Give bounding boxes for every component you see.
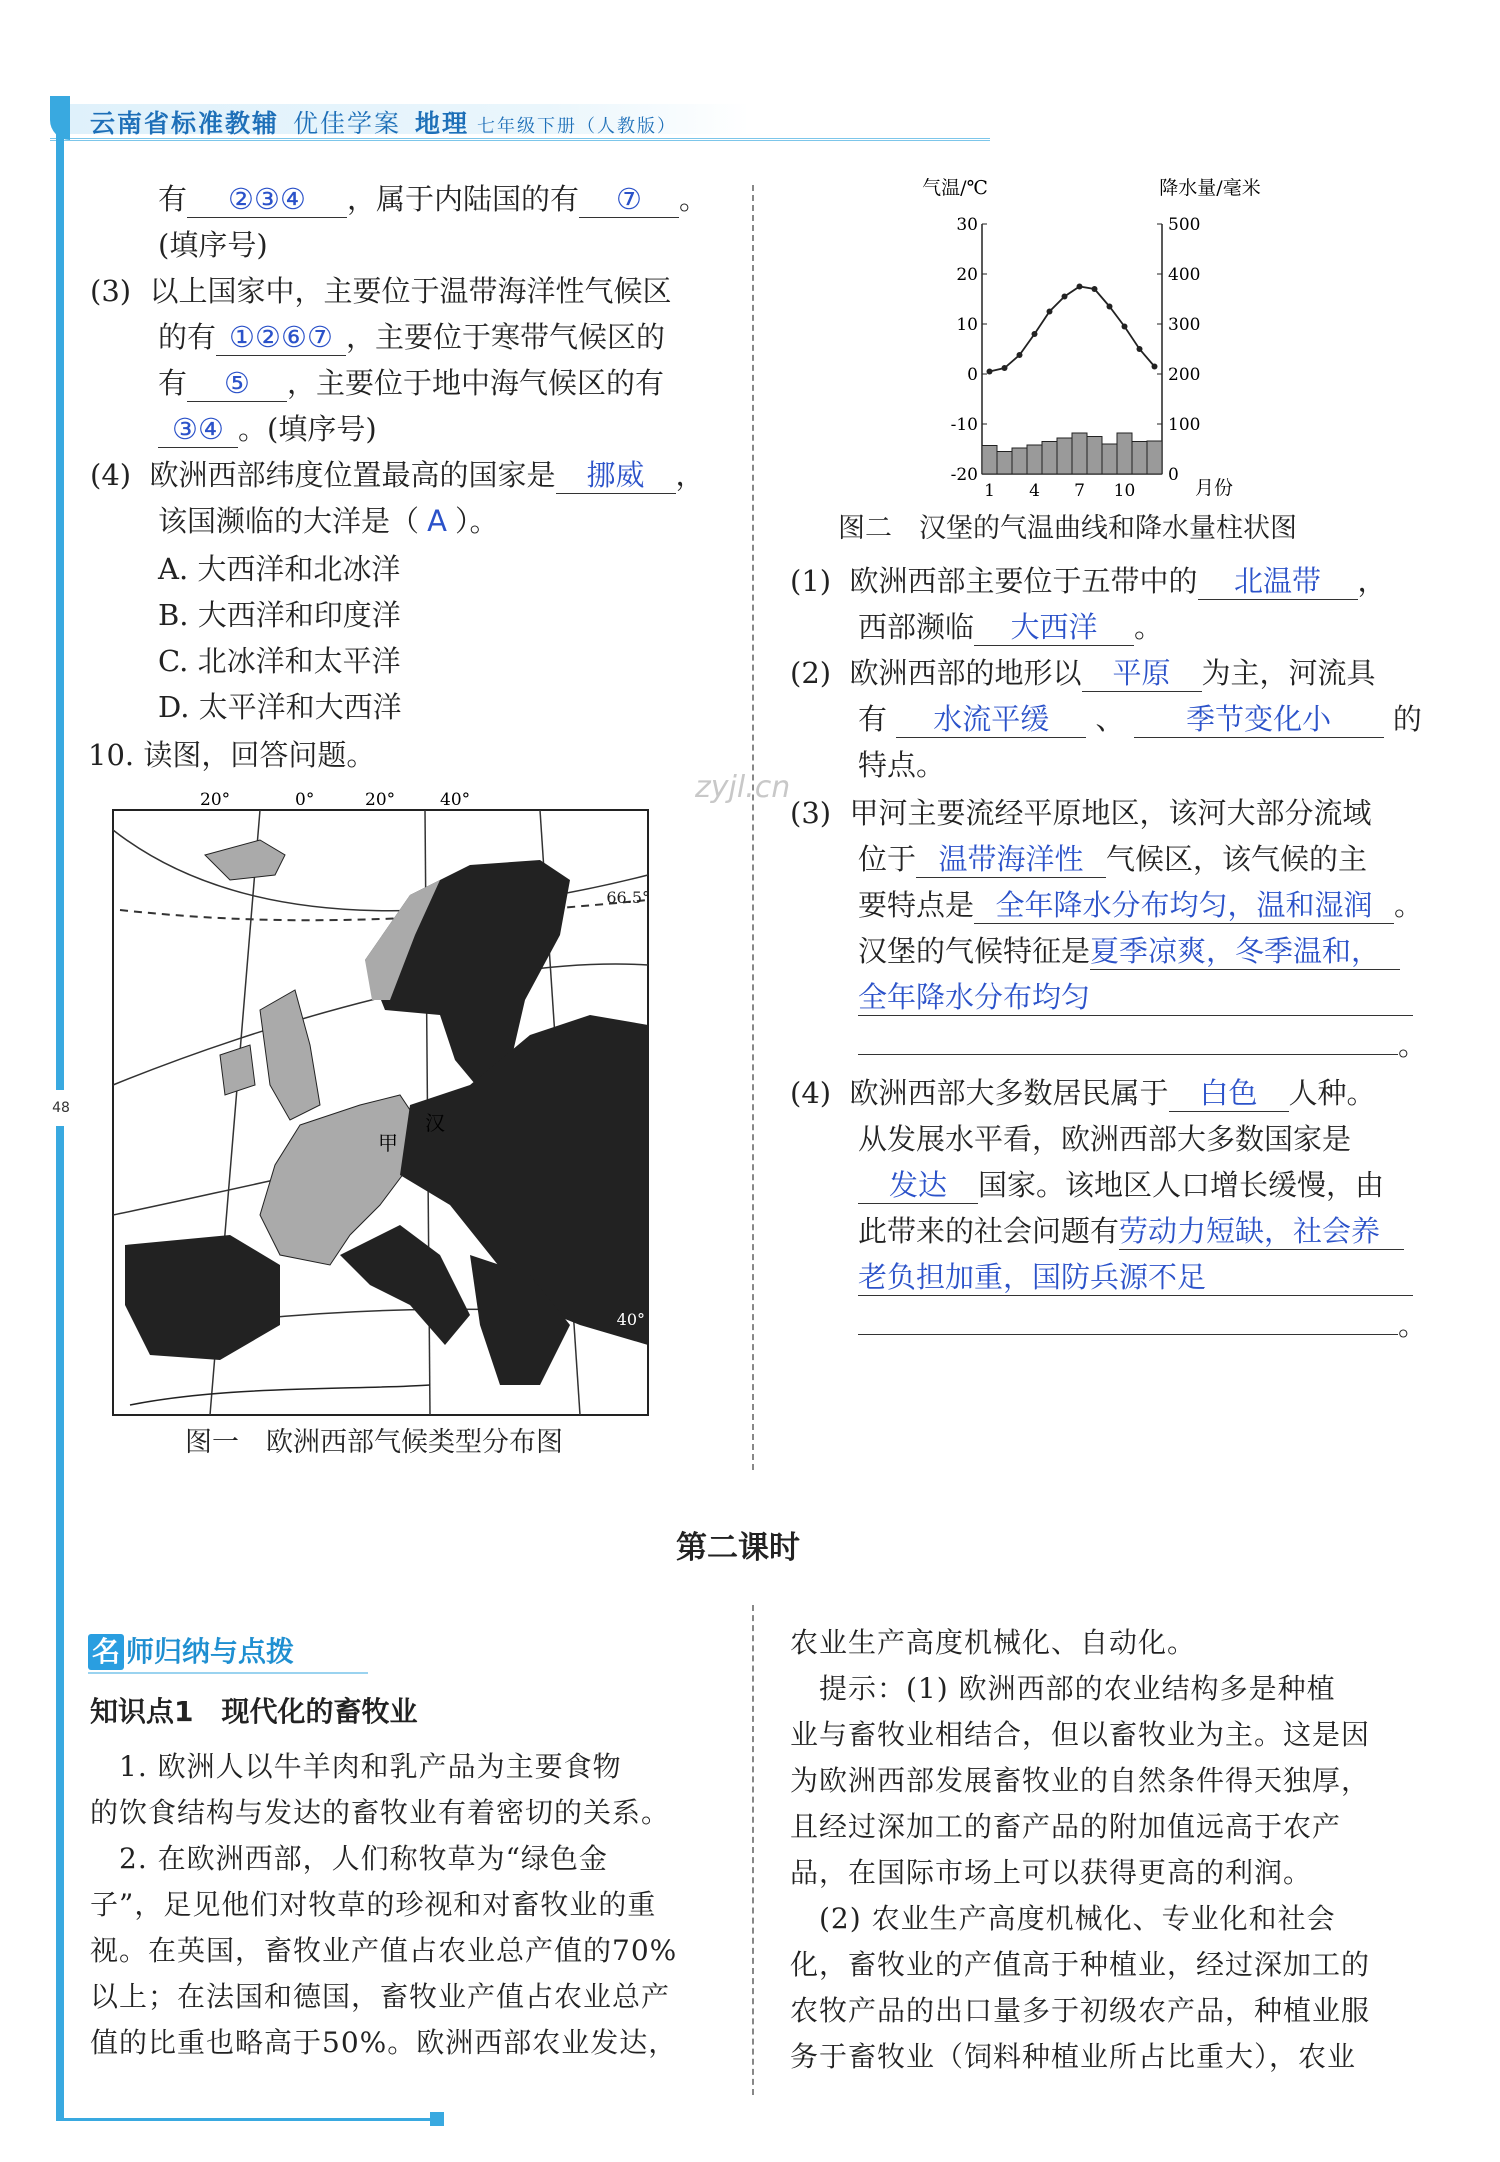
lesson-title: 第二课时 [676, 1530, 800, 1566]
r-q4-line1 [790, 1070, 1376, 1116]
chart-x-tick-label: 1 [984, 481, 995, 501]
label-jia: 甲 [378, 1131, 398, 1155]
r-q4-blank-line [858, 1334, 1398, 1335]
chart-right-tick-label: 200 [1168, 365, 1201, 385]
right-para-1: 农业生产高度机械化、自动化。 [790, 1626, 1197, 1659]
r-q4-answer-3b: 老负担加重，国防兵源不足 [858, 1259, 1413, 1296]
r-q4-line5 [858, 1254, 1413, 1300]
r-q3-text2b: 气候区，该气候的主 [1106, 842, 1368, 876]
column-divider-lower [752, 1605, 754, 2095]
q3-line1 [90, 268, 672, 314]
knowledge-point-title: 知识点1 现代化的畜牧业 [90, 1695, 418, 1728]
r-q3-text2a: 位于 [858, 842, 917, 876]
chart-precip-bar [997, 452, 1012, 475]
chart-precip-bar [1027, 445, 1042, 474]
r-q3-answer-3b: 全年降水分布均匀 [858, 979, 1413, 1016]
chart-x-tick-label: 7 [1074, 481, 1085, 501]
chart-right-tick-label: 400 [1168, 265, 1201, 285]
chart-temp-point [987, 369, 993, 375]
r-q2-answer-1: 平原 [1082, 655, 1202, 692]
q4-answer-2: A [427, 504, 447, 538]
chart-temp-point [1092, 286, 1098, 292]
q2-end: 。 [679, 182, 709, 216]
right-para-2: 提示：(1) 欧洲西部的农业结构多是种植 [790, 1672, 1336, 1705]
subject-name: 地理 [415, 109, 470, 138]
r-q3-end: 。 [1394, 888, 1424, 922]
chart-temp-line [990, 287, 1155, 372]
r-q2-text1b: 为主，河流具 [1201, 656, 1376, 690]
r-q2-line2 [858, 696, 1422, 742]
r-q2-line1 [790, 650, 1376, 696]
r-q4-text3: 国家。该地区人口增长缓慢，由 [978, 1168, 1385, 1202]
r-q3-line5 [858, 974, 1413, 1020]
r-q3-answer-3a: 夏季凉爽，冬季温和， [1090, 933, 1400, 970]
chart-precip-bar [982, 446, 997, 475]
chart-temp-point [1062, 294, 1068, 300]
left-para-3: 2. 在欧洲西部，人们称牧草为“绿色金 [90, 1842, 608, 1875]
tag-underline [88, 1672, 368, 1674]
chart-precip-bar [1012, 448, 1027, 474]
column-divider-upper [752, 185, 754, 1470]
chart-temp-point [1017, 352, 1023, 358]
r-q3-blank-line [858, 1054, 1398, 1055]
r-q4-number: (4) [790, 1076, 832, 1110]
q2-answer-1: ②③④ [187, 181, 347, 218]
r-q3-line6 [858, 1022, 1427, 1068]
chart-precip-bar [1057, 438, 1072, 474]
series-name: 云南省标准教辅 [90, 109, 280, 138]
r-q4-line4 [858, 1208, 1404, 1254]
r-q3-answer-1: 温带海洋性 [916, 841, 1106, 878]
r-q3-answer-2: 全年降水分布均匀，温和湿润 [974, 887, 1394, 924]
q2-answer-2: ⑦ [579, 181, 679, 218]
chart-precip-bar [1132, 442, 1147, 475]
q3-text-4: 。(填序号) [238, 412, 377, 446]
r-q2-text1: 欧洲西部的地形以 [849, 656, 1082, 690]
r-q1-end1: ， [1357, 564, 1387, 598]
q3-answer-3: ③④ [158, 411, 238, 448]
q3-answer-2: ⑤ [187, 365, 287, 402]
r-q3-text3a: 要特点是 [858, 888, 975, 922]
right-para-5: 且经过深加工的畜产品的附加值远高于农产 [790, 1810, 1342, 1843]
right-para-6: 品，在国际市场上可以获得更高的利润。 [790, 1856, 1313, 1889]
chart-right-tick-label: 500 [1168, 215, 1201, 235]
r-q4-text1b: 人种。 [1288, 1076, 1376, 1110]
r-q3-line2 [858, 836, 1367, 882]
r-q4-answer-1: 白色 [1169, 1075, 1289, 1112]
r-q1-answer-1: 北温带 [1198, 563, 1358, 600]
chart-right-tick-label: 300 [1168, 315, 1201, 335]
chart-temp-point [1002, 365, 1008, 371]
q4-option-b: B. 大西洋和印度洋 [158, 598, 401, 632]
q10-stem: 10. 读图，回答问题。 [88, 738, 376, 772]
r-q3-number: (3) [790, 796, 832, 830]
chart-temp-point [1107, 304, 1113, 310]
chart-right-tick-label: 100 [1168, 415, 1201, 435]
chart-temp-point [1032, 331, 1038, 337]
r-q3-end2: 。 [1398, 1028, 1428, 1062]
lon-label-3: 20° [365, 790, 396, 810]
left-para-6: 以上；在法国和德国，畜牧业产值占农业总产 [90, 1980, 671, 2013]
r-q1-end2: 。 [1134, 610, 1164, 644]
header-title [90, 104, 677, 140]
chart-temp-point [1122, 324, 1128, 330]
chart-precip-bar [1042, 442, 1057, 475]
chart-left-tick-label: 30 [956, 215, 978, 235]
r-q1-text2: 西部濒临 [858, 610, 975, 644]
right-para-4: 为欧洲西部发展畜牧业的自然条件得天独厚， [790, 1764, 1371, 1797]
chart-left-tick-label: -20 [950, 465, 978, 485]
r-q1-number: (1) [790, 564, 832, 598]
lat-label-1: 66.5° [606, 888, 650, 907]
map-caption: 图一 欧洲西部气候类型分布图 [185, 1427, 563, 1458]
q3-text-2a: 的有 [158, 320, 217, 354]
q3-line2 [158, 314, 665, 360]
r-q3-text4a: 汉堡的气候特征是 [858, 934, 1091, 968]
r-q2-text2b: 的 [1392, 702, 1422, 736]
r-q2-answer-3: 季节变化小 [1134, 701, 1384, 738]
r-q1-line2 [858, 604, 1163, 650]
chart-x-tick-label: 4 [1029, 481, 1040, 501]
watermark: zyjl.cn [695, 770, 791, 805]
left-para-2: 的饮食结构与发达的畜牧业有着密切的关系。 [90, 1796, 671, 1829]
q4-line2 [158, 498, 499, 544]
q3-number: (3) [90, 274, 132, 308]
q4-option-a: A. 大西洋和北冰洋 [158, 552, 401, 586]
r-q4-text4a: 此带来的社会问题有 [858, 1214, 1120, 1248]
chart-ylabel-left: 气温/℃ [922, 177, 988, 199]
q4-number: (4) [90, 458, 132, 492]
book-name: 优佳学案 [293, 109, 402, 138]
label-han: 汉 [425, 1111, 445, 1135]
r-q3-line1 [790, 790, 1372, 836]
r-q4-line6 [858, 1302, 1427, 1348]
r-q4-answer-2: 发达 [858, 1167, 978, 1204]
q4-comma: ， [675, 458, 705, 492]
right-para-9: 农牧产品的出口量多于初级农产品，种植业服 [790, 1994, 1371, 2027]
r-q3-line4 [858, 928, 1400, 974]
chart-right-tick-label: 0 [1168, 465, 1179, 485]
q3-text-3b: ，主要位于地中海气候区的有 [287, 366, 665, 400]
q3-answer-1: ①②⑥⑦ [216, 319, 346, 356]
left-para-5: 视。在英国，畜牧业产值占农业总产值的70% [90, 1934, 678, 1967]
hamburg-climate-chart [910, 172, 1300, 502]
header-rule [50, 138, 990, 141]
chart-xlabel: 月份 [1195, 477, 1234, 499]
q4-line1 [90, 452, 705, 498]
left-para-7: 值的比重也略高于50%。欧洲西部农业发达， [90, 2026, 678, 2059]
q3-text-2b: ，主要位于寒带气候区的 [346, 320, 666, 354]
q3-line4 [158, 406, 377, 452]
chart-x-tick-label: 10 [1113, 481, 1136, 501]
chart-temp-point [1137, 346, 1143, 352]
chart-precip-bar [1072, 433, 1087, 474]
r-q2-line3: 特点。 [858, 748, 946, 782]
q4-option-c: C. 北冰洋和太平洋 [158, 644, 401, 678]
r-q1-line1 [790, 558, 1387, 604]
q3-text-3a: 有 [158, 366, 188, 400]
right-para-8: 化，畜牧业的产值高于种植业，经过深加工的 [790, 1948, 1371, 1981]
chart-precip-bar [1147, 441, 1162, 474]
q4-text-2b: ）。 [455, 504, 499, 538]
r-q3-line3 [858, 882, 1423, 928]
chart-left-tick-label: 10 [956, 315, 978, 335]
q2-prefix: 有 [158, 182, 188, 216]
q4-answer-1: 挪威 [556, 457, 676, 494]
q4-option-d: D. 太平洋和大西洋 [158, 690, 402, 724]
q2-note: (填序号) [158, 228, 268, 262]
left-para-4: 子”，足见他们对牧草的珍视和对畜牧业的重 [90, 1888, 657, 1921]
r-q3-text1: 甲河主要流经平原地区，该河大部分流域 [849, 796, 1372, 830]
r-q1-answer-2: 大西洋 [974, 609, 1134, 646]
chart-temp-point [1152, 364, 1158, 370]
page-header [50, 96, 990, 140]
grade-name: 七年级下册（人教版） [477, 116, 678, 137]
chart-ylabel-right: 降水量/毫米 [1159, 177, 1261, 199]
q4-text-2a: 该国濒临的大洋是（ [158, 504, 420, 538]
chart-precip-bar [1117, 433, 1132, 474]
left-para-1: 1. 欧洲人以牛羊肉和乳产品为主要食物 [90, 1750, 622, 1783]
page-number: 48 [48, 1090, 74, 1126]
chart-left-tick-label: -10 [950, 415, 978, 435]
r-q2-number: (2) [790, 656, 832, 690]
footer-rule [56, 2118, 436, 2121]
tag-box: 名 [88, 1634, 124, 1670]
chart-left-tick-label: 20 [956, 265, 978, 285]
r-q2-sep: 、 [1095, 702, 1125, 736]
r-q2-answer-2: 水流平缓 [896, 701, 1086, 738]
q2-mid: ，属于内陆国的有 [347, 182, 580, 216]
right-para-7: (2) 农业生产高度机械化、专业化和社会 [790, 1902, 1336, 1935]
right-para-10: 务于畜牧业（饲料种植业所占比重大），农业 [790, 2040, 1357, 2073]
r-q4-answer-3a: 劳动力短缺，社会养 [1119, 1213, 1404, 1250]
chart-precip-bar [1102, 444, 1117, 474]
chart-left-tick-label: 0 [967, 365, 978, 385]
q2-line1 [158, 176, 708, 222]
lon-label-4: 40° [440, 790, 471, 810]
r-q4-line3 [858, 1162, 1384, 1208]
r-q2-text2a: 有 [858, 702, 888, 736]
r-q4-end: 。 [1398, 1308, 1428, 1342]
r-q4-line2: 从发展水平看，欧洲西部大多数国家是 [858, 1122, 1352, 1156]
chart-caption: 图二 汉堡的气温曲线和降水量柱状图 [838, 513, 1297, 544]
chart-temp-point [1047, 309, 1053, 315]
section-tag [88, 1630, 294, 1670]
chart-temp-point [1077, 284, 1083, 290]
r-q4-text1: 欧洲西部大多数居民属于 [849, 1076, 1169, 1110]
q4-text-1: 欧洲西部纬度位置最高的国家是 [149, 458, 556, 492]
r-q1-text1: 欧洲西部主要位于五带中的 [849, 564, 1198, 598]
lon-label-2: 0° [295, 790, 315, 810]
lat-label-3: 40° [616, 1310, 645, 1329]
q3-line3 [158, 360, 664, 406]
lat-label-2: 60° [616, 992, 645, 1011]
chart-precip-bar [1087, 437, 1102, 475]
q3-text-1: 以上国家中，主要位于温带海洋性气候区 [149, 274, 672, 308]
lon-label-1: 20° [200, 790, 231, 810]
europe-climate-map [110, 785, 655, 1420]
right-para-3: 业与畜牧业相结合，但以畜牧业为主。这是因 [790, 1718, 1371, 1751]
tag-text: 师归纳与点拨 [126, 1635, 295, 1668]
footer-square [430, 2112, 444, 2126]
